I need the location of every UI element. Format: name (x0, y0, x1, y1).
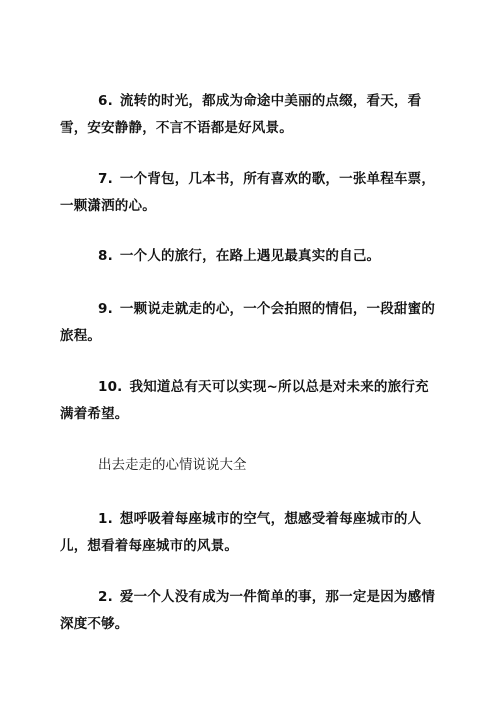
item-text: 一个背包，几本书，所有喜欢的歌，一张单程车票，一颗潇洒的心。 (60, 171, 436, 214)
list-item (60, 166, 442, 220)
list-item (60, 296, 442, 350)
item-number: 1. (98, 511, 113, 527)
section-heading: 出去走走的心情说说大全 (98, 457, 247, 473)
list-item (60, 88, 442, 142)
item-number: 7. (98, 171, 113, 187)
item-number: 10. (98, 379, 123, 395)
item-number: 2. (98, 589, 113, 605)
item-text: 爱一个人没有成为一件简单的事，那一定是因为感情深度不够。 (60, 589, 436, 632)
list-item (60, 374, 442, 428)
item-number: 8. (98, 248, 113, 264)
item-text: 想呼吸着每座城市的空气，想感受着每座城市的人儿，想看着每座城市的风景。 (60, 511, 422, 554)
list-item (60, 243, 442, 270)
list-item (60, 506, 442, 560)
item-text: 我知道总有天可以实现~所以总是对未来的旅行充满着希望。 (60, 379, 429, 422)
list-item (60, 584, 442, 638)
item-text: 一颗说走就走的心，一个会拍照的情侣，一段甜蜜的旅程。 (60, 301, 436, 344)
item-text: 流转的时光，都成为命途中美丽的点缀，看天，看雪，安安静静，不言不语都是好风景。 (60, 93, 422, 136)
item-number: 6. (98, 93, 113, 109)
item-number: 9. (98, 301, 113, 317)
item-text: 一个人的旅行，在路上遇见最真实的自己。 (119, 248, 381, 264)
